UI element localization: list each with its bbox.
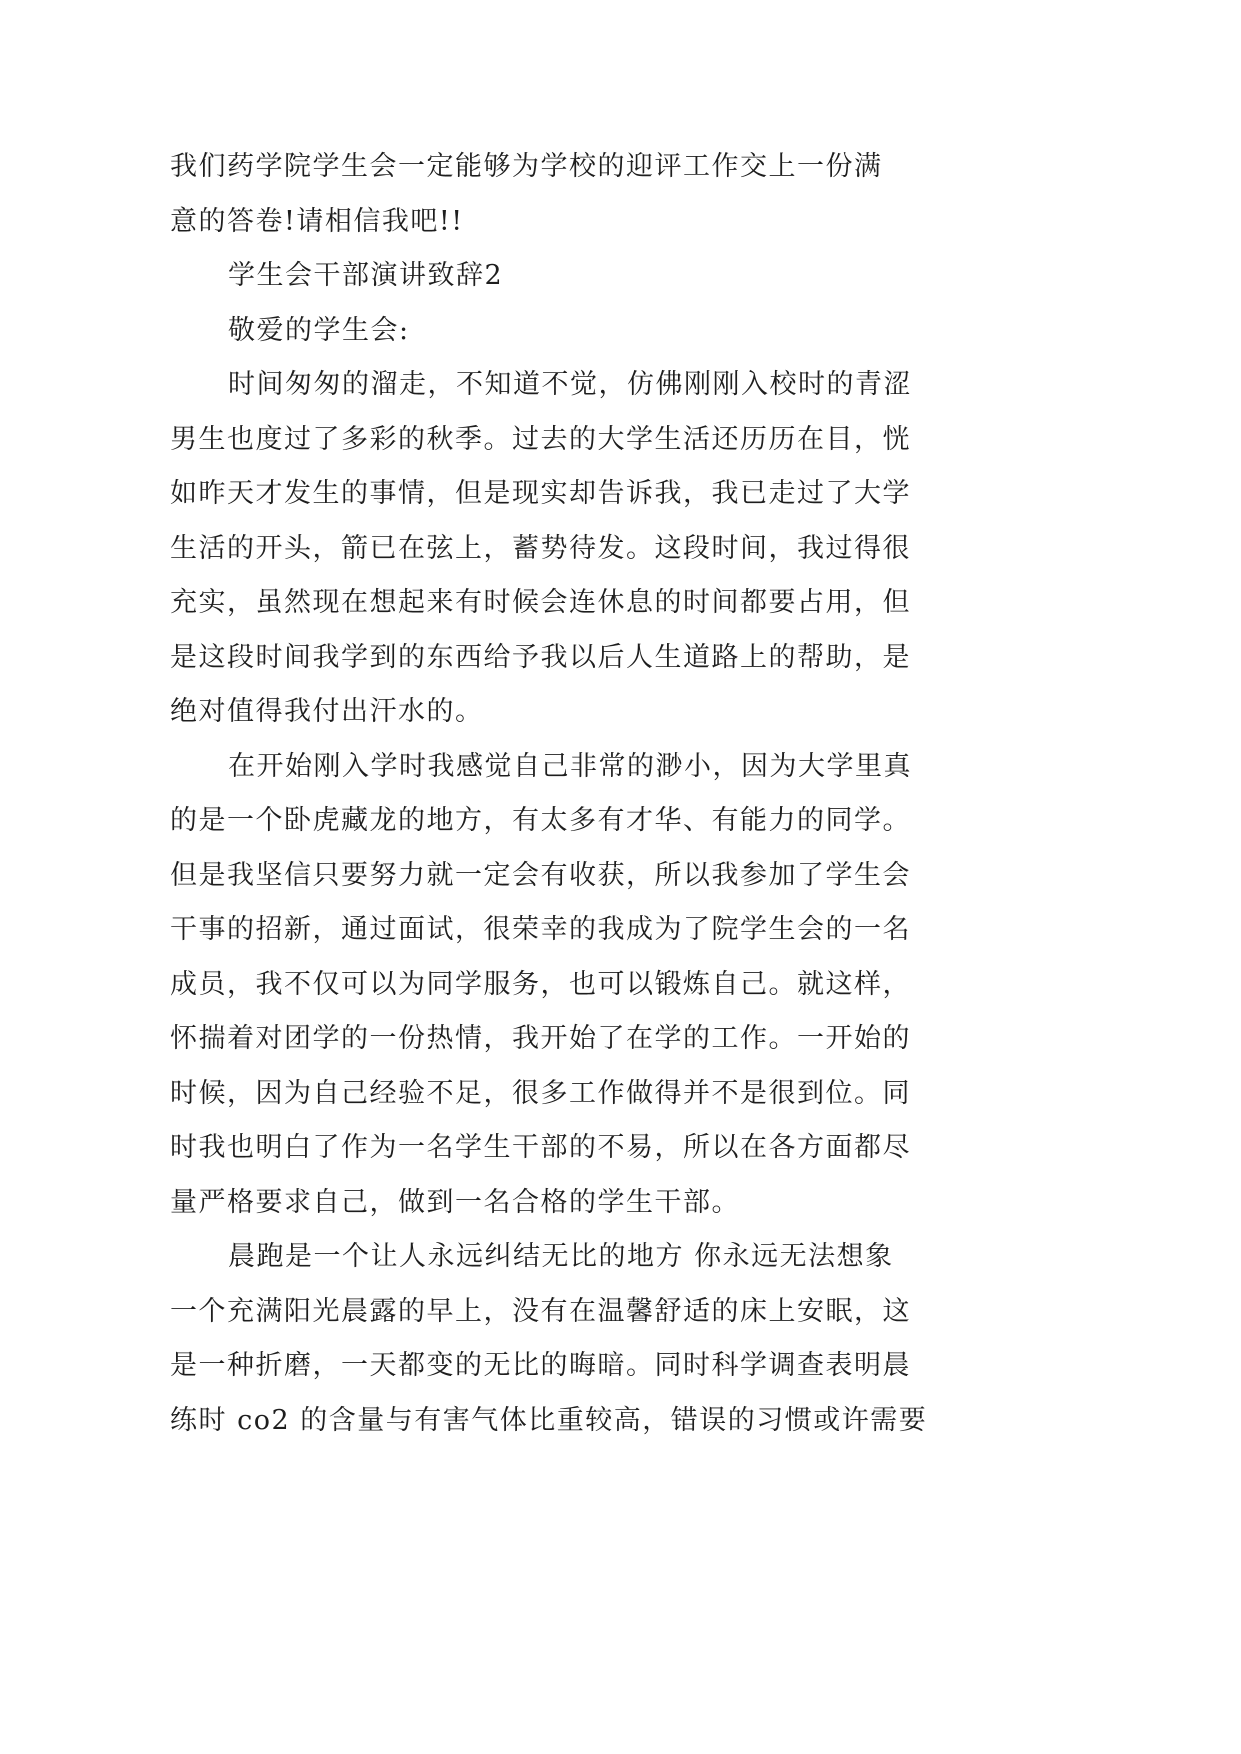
text-line: 怀揣着对团学的一份热情，我开始了在学的工作。一开始的 [170, 1023, 911, 1054]
text-line: 一个充满阳光晨露的早上，没有在温馨舒适的床上安眠，这 [170, 1295, 911, 1327]
text-line: 时间匆匆的溜走，不知道不觉，仿佛刚刚入校时的青涩 [228, 369, 912, 400]
text-line: 我们药学院学生会一定能够为学校的迎评工作交上一份满 [170, 151, 883, 182]
text-line: 在开始刚入学时我感觉自己非常的渺小，因为大学里真 [228, 750, 912, 782]
text-line: 是这段时间我学到的东西给予我以后人生道路上的帮助，是 [170, 641, 911, 673]
text-line: 绝对值得我付出汗水的。 [170, 696, 484, 727]
text-line: 时候，因为自己经验不足，很多工作做得并不是很到位。同 [170, 1077, 911, 1109]
text-line: 是一种折磨，一天都变的无比的晦暗。同时科学调查表明晨 [170, 1350, 911, 1381]
text-line: 的是一个卧虎藏龙的地方，有太多有才华、有能力的同学。 [170, 805, 911, 836]
text-line: 充实，虽然现在想起来有时候会连休息的时间都要占用，但 [170, 587, 911, 618]
text-line: 干事的招新，通过面试，很荣幸的我成为了院学生会的一名 [170, 914, 911, 945]
text-line: 如昨天才发生的事情，但是现实却告诉我，我已走过了大学 [170, 478, 911, 509]
text-line: 练时 co2 的含量与有害气体比重较高，错误的习惯或许需要 [170, 1404, 928, 1436]
text-line: 量严格要求自己，做到一名合格的学生干部。 [170, 1186, 740, 1218]
document-body [170, 140, 950, 1448]
text-line: 晨跑是一个让人永远纠结无比的地方 你永远无法想象 [228, 1241, 894, 1272]
text-line: 生活的开头，箭已在弦上，蓄势待发。这段时间，我过得很 [170, 532, 911, 564]
text-line: 但是我坚信只要努力就一定会有收获，所以我参加了学生会 [170, 859, 911, 891]
text-line: 男生也度过了多彩的秋季。过去的大学生活还历历在目，恍 [170, 423, 911, 455]
text-line: 时我也明白了作为一名学生干部的不易，所以在各方面都尽 [170, 1132, 911, 1163]
salutation: 敬爱的学生会: [228, 314, 410, 346]
text-line: 成员，我不仅可以为同学服务，也可以锻炼自己。就这样， [170, 968, 911, 1000]
section-title: 学生会干部演讲致辞2 [228, 260, 504, 291]
text-line: 意的答卷!请相信我吧!! [170, 205, 464, 237]
